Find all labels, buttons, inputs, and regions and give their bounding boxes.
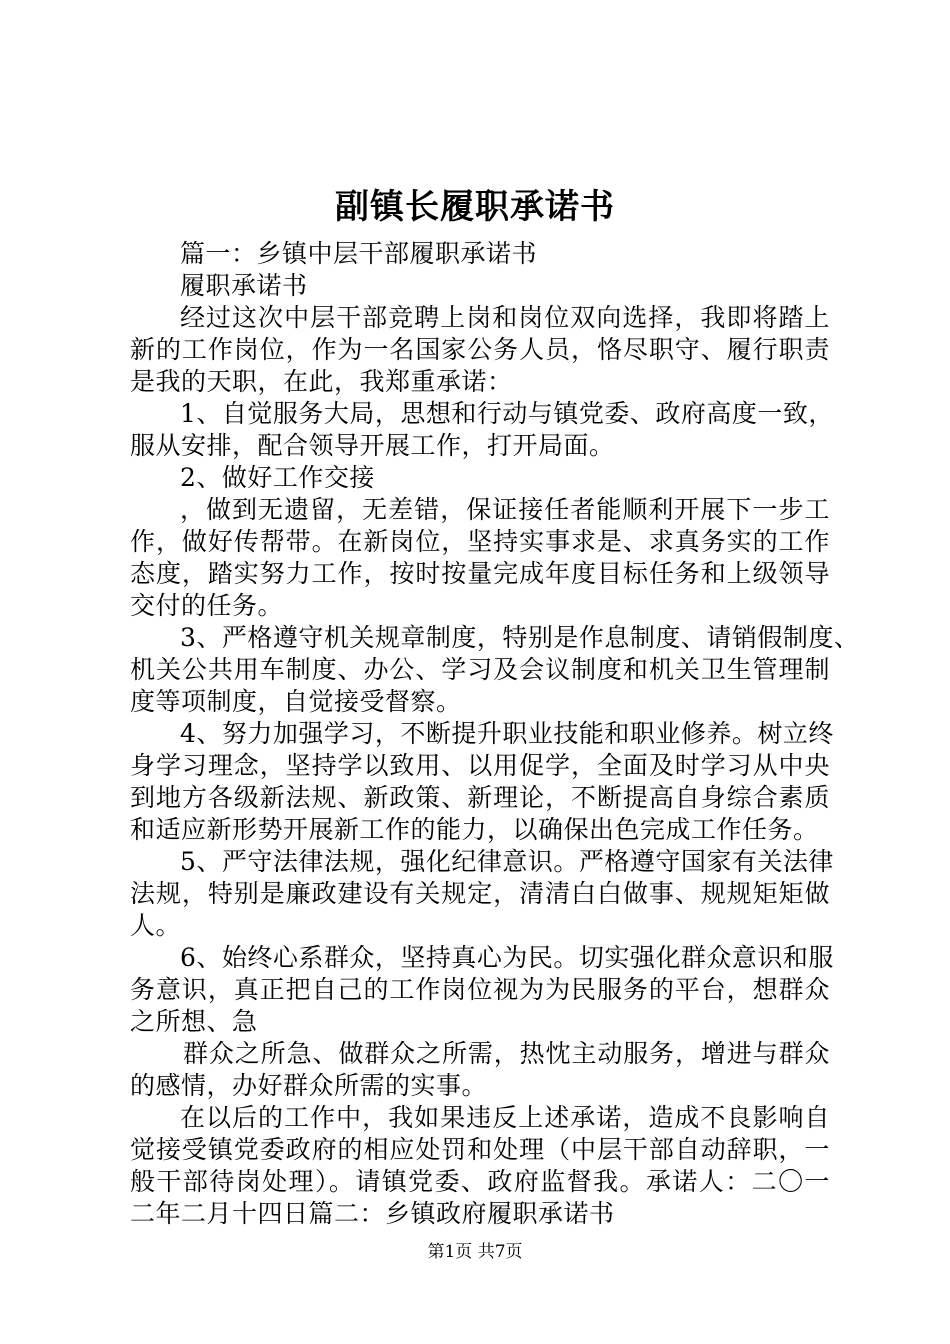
text-line: 6、始终心系群众，坚持真心为民。切实强化群众意识和服	[180, 943, 834, 972]
text-line: 身学习理念，坚持学以致用、以用促学，全面及时学习从中央	[130, 751, 830, 780]
text-line: 和适应新形势开展新工作的能力，以确保出色完成工作任务。	[130, 815, 819, 844]
text-line: 3、严格遵守机关规章制度，特别是作息制度、请销假制度、	[180, 623, 860, 652]
text-line: 篇一：乡镇中层干部履职承诺书	[180, 239, 538, 268]
text-line: 态度，踏实努力工作，按时按量完成年度目标任务和上级领导	[130, 559, 830, 588]
text-line: 经过这次中层干部竞聘上岗和岗位双向选择，我即将踏上	[180, 303, 830, 332]
text-line: 服从安排，配合领导开展工作，打开局面。	[130, 431, 615, 460]
text-line: 般干部待岗处理）。请镇党委、政府监督我。承诺人：二〇一	[130, 1167, 830, 1196]
text-line: 群众之所急、做群众之所需，热忱主动服务，增进与群众	[183, 1039, 830, 1068]
text-line: 新的工作岗位，作为一名国家公务人员，恪尽职守、履行职责	[130, 335, 830, 364]
text-line: 到地方各级新法规、新政策、新理论，不断提高自身综合素质	[130, 783, 830, 812]
text-line: 5、严守法律法规，强化纪律意识。严格遵守国家有关法律	[180, 847, 834, 876]
text-line: ，做到无遗留，无差错，保证接任者能顺利开展下一步工	[180, 495, 830, 524]
text-line: 机关公共用车制度、办公、学习及会议制度和机关卫生管理制	[130, 655, 830, 684]
text-line: 作，做好传帮带。在新岗位，坚持实事求是、求真务实的工作	[130, 527, 830, 556]
text-line: 交付的任务。	[130, 591, 284, 620]
document-title: 副镇长履职承诺书	[335, 187, 615, 227]
text-line: 务意识，真正把自己的工作岗位视为为民服务的平台，想群众	[130, 975, 830, 1004]
text-line: 在以后的工作中，我如果违反上述承诺，造成不良影响自	[180, 1103, 830, 1132]
text-line: 法规，特别是廉政建设有关规定，清清白白做事、规规矩矩做	[130, 879, 830, 908]
text-line: 之所想、急	[130, 1007, 258, 1036]
text-line: 人。	[130, 911, 182, 940]
text-line: 履职承诺书	[180, 271, 308, 300]
text-line: 的感情，办好群众所需的实事。	[130, 1071, 488, 1100]
text-line: 觉接受镇党委政府的相应处罚和处理（中层干部自动辞职，一	[130, 1135, 830, 1164]
page-number: 第1页 共7页	[427, 1242, 523, 1262]
text-line: 2、做好工作交接	[180, 463, 375, 492]
text-line: 度等项制度，自觉接受督察。	[130, 687, 462, 716]
text-line: 是我的天职，在此，我郑重承诺：	[130, 367, 513, 396]
text-line: 1、自觉服务大局，思想和行动与镇党委、政府高度一致，	[180, 399, 834, 428]
text-line: 二年二月十四日篇二：乡镇政府履职承诺书	[130, 1199, 615, 1228]
text-line: 4、努力加强学习，不断提升职业技能和职业修养。树立终	[180, 719, 834, 748]
